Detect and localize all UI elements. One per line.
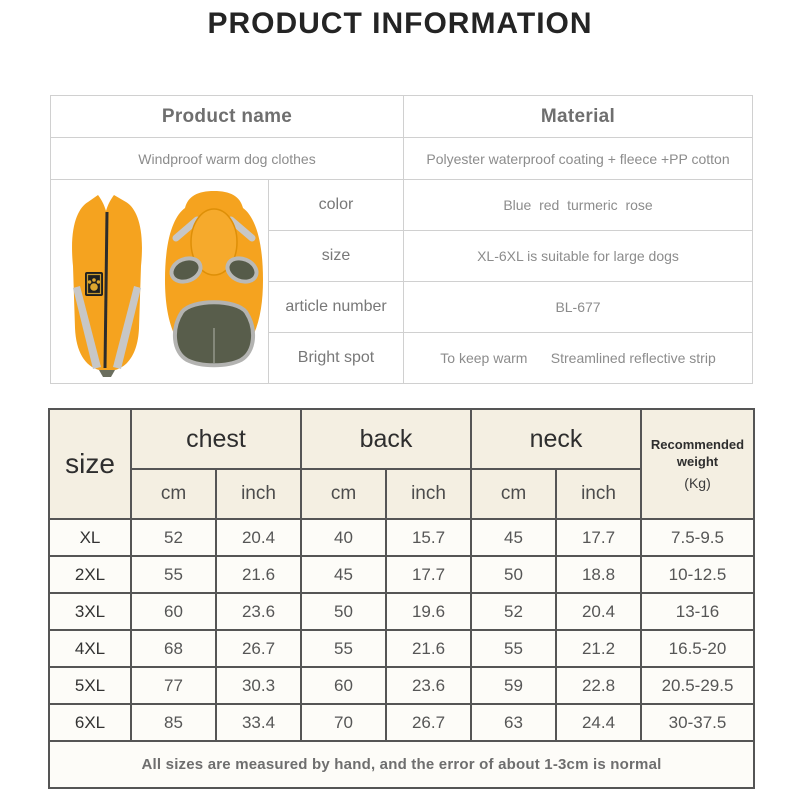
size-row-6xl (49, 704, 754, 741)
chest-cm-cell: 68 (131, 630, 216, 667)
weight-cell: 30-37.5 (641, 704, 754, 741)
spec-value-article-number: BL-677 (404, 282, 753, 333)
size-cell: 6XL (49, 704, 131, 741)
back-cm-cell: 70 (301, 704, 386, 741)
size-cell: 2XL (49, 556, 131, 593)
size-chart-table (48, 408, 755, 789)
back-inch-cell: 17.7 (386, 556, 471, 593)
spec-label-article-number: article number (269, 282, 404, 333)
neck-cm-cell: 63 (471, 704, 556, 741)
size-column-header: size (49, 409, 131, 519)
back-cm-cell: 50 (301, 593, 386, 630)
back-inch-cell: 15.7 (386, 519, 471, 556)
chest-cm-cell: 60 (131, 593, 216, 630)
zipper (105, 212, 107, 368)
weight-column-header (641, 409, 754, 519)
back-inch-cell: 26.7 (386, 704, 471, 741)
neck-cm-cell: 50 (471, 556, 556, 593)
back-inch-cell: 21.6 (386, 630, 471, 667)
material-header: Material (404, 96, 753, 138)
chest-inch-cell: 21.6 (216, 556, 301, 593)
spec-row-color (51, 180, 753, 231)
weight-unit-label: (Kg) (684, 475, 711, 492)
product-header-row (51, 96, 753, 138)
chest-cm-header: cm (131, 469, 216, 519)
product-image-cell (51, 180, 269, 384)
chest-inch-cell: 20.4 (216, 519, 301, 556)
size-cell: 3XL (49, 593, 131, 630)
neck-inch-cell: 24.4 (556, 704, 641, 741)
weight-cell: 7.5-9.5 (641, 519, 754, 556)
neck-cm-cell: 59 (471, 667, 556, 704)
product-image (52, 182, 268, 382)
page-title: PRODUCT INFORMATION (207, 7, 593, 40)
label-patch (85, 272, 103, 296)
chest-inch-cell: 26.7 (216, 630, 301, 667)
size-row-xl (49, 519, 754, 556)
size-cell: XL (49, 519, 131, 556)
spec-label-bright-spot: Bright spot (269, 333, 404, 384)
neck-cm-cell: 55 (471, 630, 556, 667)
neck-inch-cell: 17.7 (556, 519, 641, 556)
back-group-header: back (301, 409, 471, 469)
back-cm-cell: 60 (301, 667, 386, 704)
size-row-5xl (49, 667, 754, 704)
neck-inch-cell: 20.4 (556, 593, 641, 630)
product-details-table (50, 95, 753, 384)
back-cm-cell: 55 (301, 630, 386, 667)
vest-front-view (72, 195, 142, 377)
measurement-note-row (49, 741, 754, 788)
vest-bottom-view (165, 191, 263, 365)
weight-cell: 16.5-20 (641, 630, 754, 667)
back-inch-cell: 23.6 (386, 667, 471, 704)
spec-value-size: XL-6XL is suitable for large dogs (404, 231, 753, 282)
size-row-4xl (49, 630, 754, 667)
back-cm-cell: 45 (301, 556, 386, 593)
size-row-2xl (49, 556, 754, 593)
spec-value-color: Blue red turmeric rose (404, 180, 753, 231)
measurement-note: All sizes are measured by hand, and the error of about 1-3cm is normal (49, 741, 754, 788)
neck-cm-cell: 52 (471, 593, 556, 630)
spec-label-size: size (269, 231, 404, 282)
material-value: Polyester waterproof coating + fleece +PP cotton (404, 138, 753, 180)
chest-inch-cell: 30.3 (216, 667, 301, 704)
chest-inch-cell: 33.4 (216, 704, 301, 741)
back-inch-cell: 19.6 (386, 593, 471, 630)
neck-inch-cell: 22.8 (556, 667, 641, 704)
neck-cm-cell: 45 (471, 519, 556, 556)
back-cm-header: cm (301, 469, 386, 519)
weight-cell: 10-12.5 (641, 556, 754, 593)
vest-front-shade (99, 370, 115, 377)
chest-group-header: chest (131, 409, 301, 469)
neck-inch-cell: 21.2 (556, 630, 641, 667)
size-row-3xl (49, 593, 754, 630)
weight-header-label: Recommended weight (650, 436, 745, 469)
product-values-row (51, 138, 753, 180)
size-chart-group-header-row (49, 409, 754, 469)
back-cm-cell: 40 (301, 519, 386, 556)
chest-cm-cell: 52 (131, 519, 216, 556)
neck-group-header: neck (471, 409, 641, 469)
size-cell: 4XL (49, 630, 131, 667)
neck-cm-header: cm (471, 469, 556, 519)
neck-inch-header: inch (556, 469, 641, 519)
neck-inch-cell: 18.8 (556, 556, 641, 593)
spec-value-bright-spot: To keep warm Streamlined reflective strip (404, 333, 753, 384)
product-name-header: Product name (51, 96, 404, 138)
chest-inch-header: inch (216, 469, 301, 519)
weight-cell: 20.5-29.5 (641, 667, 754, 704)
size-cell: 5XL (49, 667, 131, 704)
back-inch-header: inch (386, 469, 471, 519)
product-name-value: Windproof warm dog clothes (51, 138, 404, 180)
chest-cm-cell: 85 (131, 704, 216, 741)
chest-cm-cell: 55 (131, 556, 216, 593)
weight-cell: 13-16 (641, 593, 754, 630)
chest-inch-cell: 23.6 (216, 593, 301, 630)
spec-label-color: color (269, 180, 404, 231)
chest-cm-cell: 77 (131, 667, 216, 704)
